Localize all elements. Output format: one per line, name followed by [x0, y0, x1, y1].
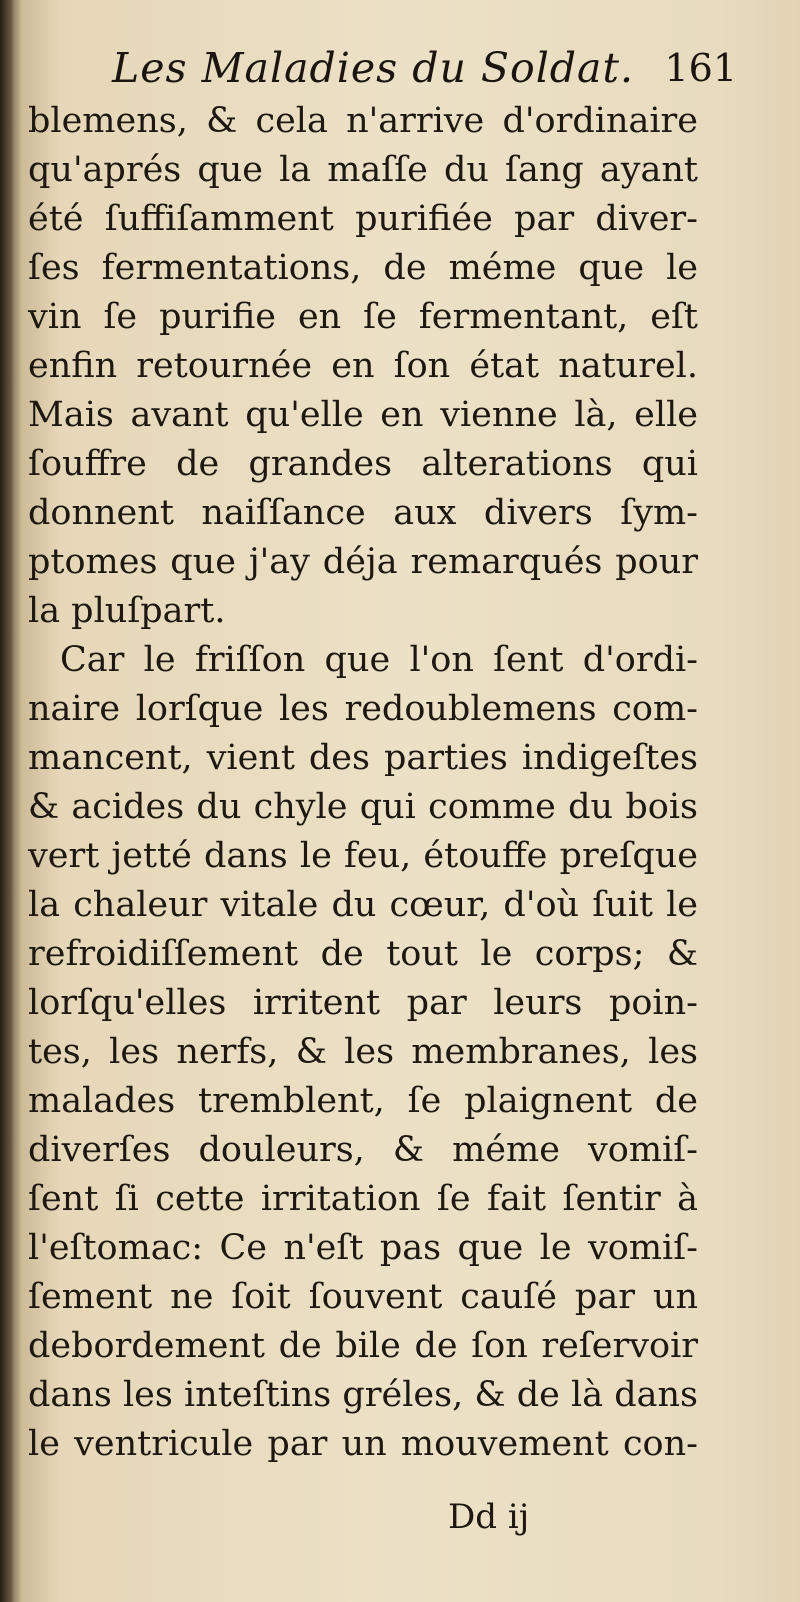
text-line: le ventricule par un mouvement con-: [28, 1424, 698, 1464]
text-line: vin ſe purifie en ſe fermentant, eſt: [28, 297, 698, 337]
body-text: [28, 97, 698, 1469]
text-line: tes, les nerfs, & les membranes, les: [28, 1032, 698, 1072]
text-line: dans les inteſtins gréles, & de là dans: [28, 1375, 698, 1415]
text-line: ſouffre de grandes alterations qui: [28, 444, 698, 484]
text-line: la pluſpart.: [28, 591, 226, 631]
text-line: ſent ſi cette irritation ſe fait ſentir à: [28, 1179, 698, 1219]
signature-mark: Dd ij: [448, 1497, 530, 1537]
text-line: Car le friſſon que l'on ſent d'ordi-: [60, 640, 698, 680]
page-number: 161: [664, 46, 737, 90]
text-line: lorſqu'elles irritent par leurs poin-: [28, 983, 698, 1023]
text-line: l'eſtomac: Ce n'eſt pas que le vomiſ-: [28, 1228, 698, 1268]
text-line: mancent, vient des parties indigeſtes: [28, 738, 698, 778]
text-line: Mais avant qu'elle en vienne là, elle: [28, 395, 698, 435]
text-line: été ſuffiſamment purifiée par diver-: [28, 199, 698, 239]
text-line: vert jetté dans le feu, étouffe preſque: [28, 836, 698, 876]
paragraph-2: [28, 636, 698, 1469]
text-line: refroidiſſement de tout le corps; &: [28, 934, 698, 974]
text-line: blemens, & cela n'arrive d'ordinaire: [28, 101, 698, 141]
text-line: debordement de bile de ſon reſervoir: [28, 1326, 698, 1366]
text-line: donnent naiſſance aux divers ſym-: [28, 493, 698, 533]
text-line: ſement ne ſoit ſouvent cauſé par un: [28, 1277, 698, 1317]
text-line: la chaleur vitale du cœur, d'où ſuit le: [28, 885, 698, 925]
text-line: ptomes que j'ay déja remarqués pour: [28, 542, 698, 582]
text-line: qu'aprés que la maſſe du ſang ayant: [28, 150, 698, 190]
text-line: & acides du chyle qui comme du bois: [28, 787, 698, 827]
page-header: [112, 44, 737, 94]
text-line: ſes fermentations, de méme que le: [28, 248, 698, 288]
text-line: naire lorſque les redoublemens com-: [28, 689, 698, 729]
text-line: enfin retournée en ſon état naturel.: [28, 346, 698, 386]
running-title: Les Maladies du Soldat.: [112, 44, 635, 92]
text-line: diverſes douleurs, & méme vomiſ-: [28, 1130, 698, 1170]
text-line: malades tremblent, ſe plaignent de: [28, 1081, 698, 1121]
paragraph-1: [28, 97, 698, 636]
